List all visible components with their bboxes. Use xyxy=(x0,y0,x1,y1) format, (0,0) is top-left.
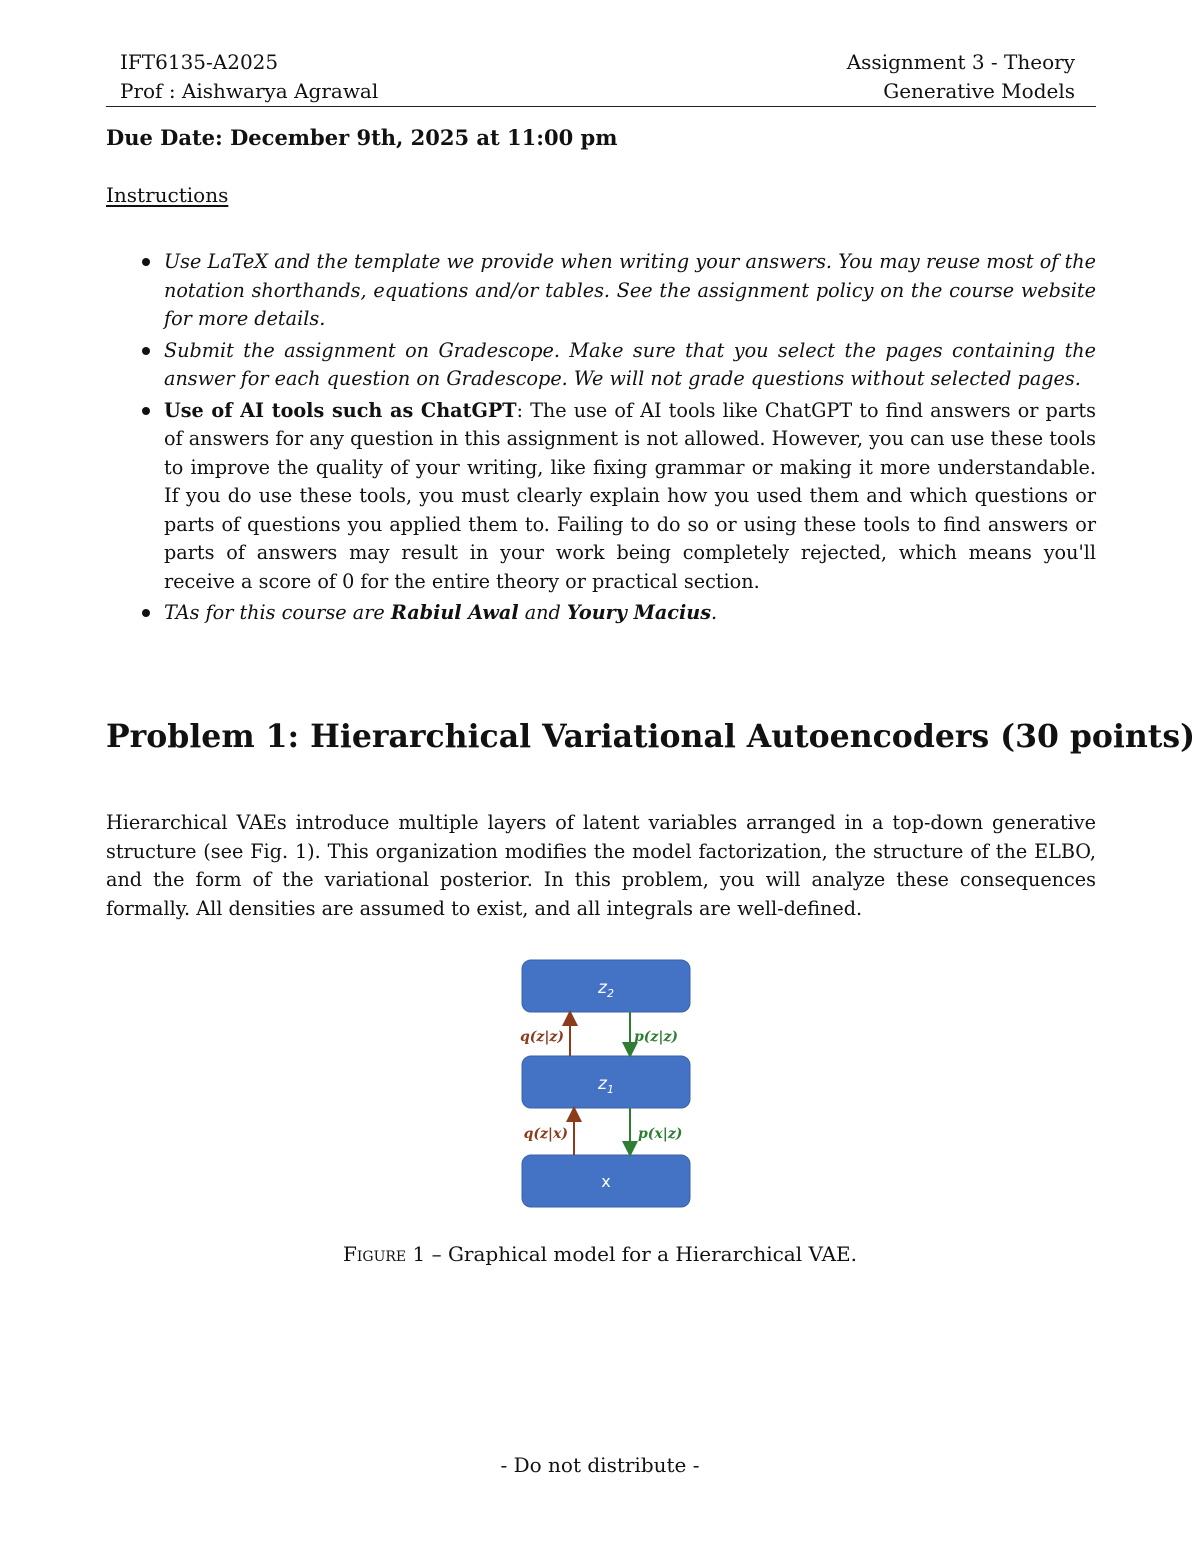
label-q-top: q(z|z) xyxy=(519,1029,564,1045)
intro-paragraph: Hierarchical VAEs introduce multiple layers of latent variables arranged in a top-down generative structure (see Fig. 1). This organization modifies the model factorization, the structure of the ELBO, and the form of the variational posterior. In this problem, you will analyze these consequences formally. All densities are assumed to exist, and all integrals are well-defined. xyxy=(106,811,1096,920)
figure-caption-text: – Graphical model for a Hierarchical VAE. xyxy=(425,1242,857,1266)
course-code: IFT6135-A2025 xyxy=(120,50,279,74)
assignment-title: Assignment 3 - Theory xyxy=(846,50,1075,74)
bullet-ta-prefix: TAs for this course are xyxy=(164,601,391,624)
assignment-topic: Generative Models xyxy=(883,79,1075,103)
bullet-icon xyxy=(142,609,150,617)
bullet-ai-text: : The use of AI tools like ChatGPT to find answers or parts of answers for any question in this assignment is not allowed. However, you can use these tools to improve the quality of your writing, like fixing grammar or making it more understandable. If you do use these tools, you must clearly explain how you used them and which questions or parts of questions you applied them to. Failing to do so or using these tools to find answers or parts of answers may result in your work being completely rejected, which means you'll receive a score of 0 for the entire theory or practical section. xyxy=(164,398,1096,593)
ta-name-2: Youry Macius xyxy=(566,601,712,624)
label-q-bottom: q(z|x) xyxy=(523,1126,568,1142)
figure-caption xyxy=(0,1242,1200,1266)
node-z1 xyxy=(522,1056,690,1108)
ta-name-1: Rabiul Awal xyxy=(390,601,519,624)
figure-label: Figure 1 xyxy=(343,1242,426,1266)
label-p-top: p(z|z) xyxy=(634,1029,679,1045)
due-date: Due Date: December 9th, 2025 at 11:00 pm xyxy=(106,125,618,150)
node-z2 xyxy=(522,960,690,1012)
svg-text:x: x xyxy=(601,1172,611,1191)
bullet-ta-end: . xyxy=(711,601,718,624)
node-x xyxy=(522,1155,690,1207)
bullet-icon xyxy=(142,407,150,415)
bullet-text-latex: Use LaTeX and the template we provide when writing your answers. You may reuse most of the notation shorthands, equations and/or tables. See the assignment policy on the course website for more details. xyxy=(164,250,1096,330)
bullet-ai-heading: Use of AI tools such as ChatGPT xyxy=(164,398,517,422)
problem-title: Problem 1: Hierarchical Variational Autoencoders (30 points) xyxy=(106,718,1195,755)
instructions-heading: Instructions xyxy=(106,183,229,207)
page-footer: - Do not distribute - xyxy=(500,1453,700,1477)
bullet-ta-and: and xyxy=(518,601,567,624)
list-item xyxy=(106,337,1096,394)
bullet-text-gradescope: Submit the assignment on Gradescope. Make sure that you select the pages containing the answer for each question on Gradescope. We will not grade questions without selected pages. xyxy=(164,338,1096,390)
bullet-icon xyxy=(142,347,150,355)
label-p-bottom: p(x|z) xyxy=(638,1126,683,1142)
hierarchical-vae-diagram xyxy=(470,950,740,1220)
header-rule xyxy=(106,106,1096,107)
list-item xyxy=(106,248,1096,334)
list-item xyxy=(106,599,1096,628)
svg-text:z2: $z_2$ xyxy=(598,978,614,1000)
list-item xyxy=(106,397,1096,597)
svg-text:z1: $z_1$ xyxy=(598,1074,614,1096)
bullet-icon xyxy=(142,258,150,266)
professor-name: Prof : Aishwarya Agrawal xyxy=(120,79,379,103)
instructions-list xyxy=(106,248,1096,631)
